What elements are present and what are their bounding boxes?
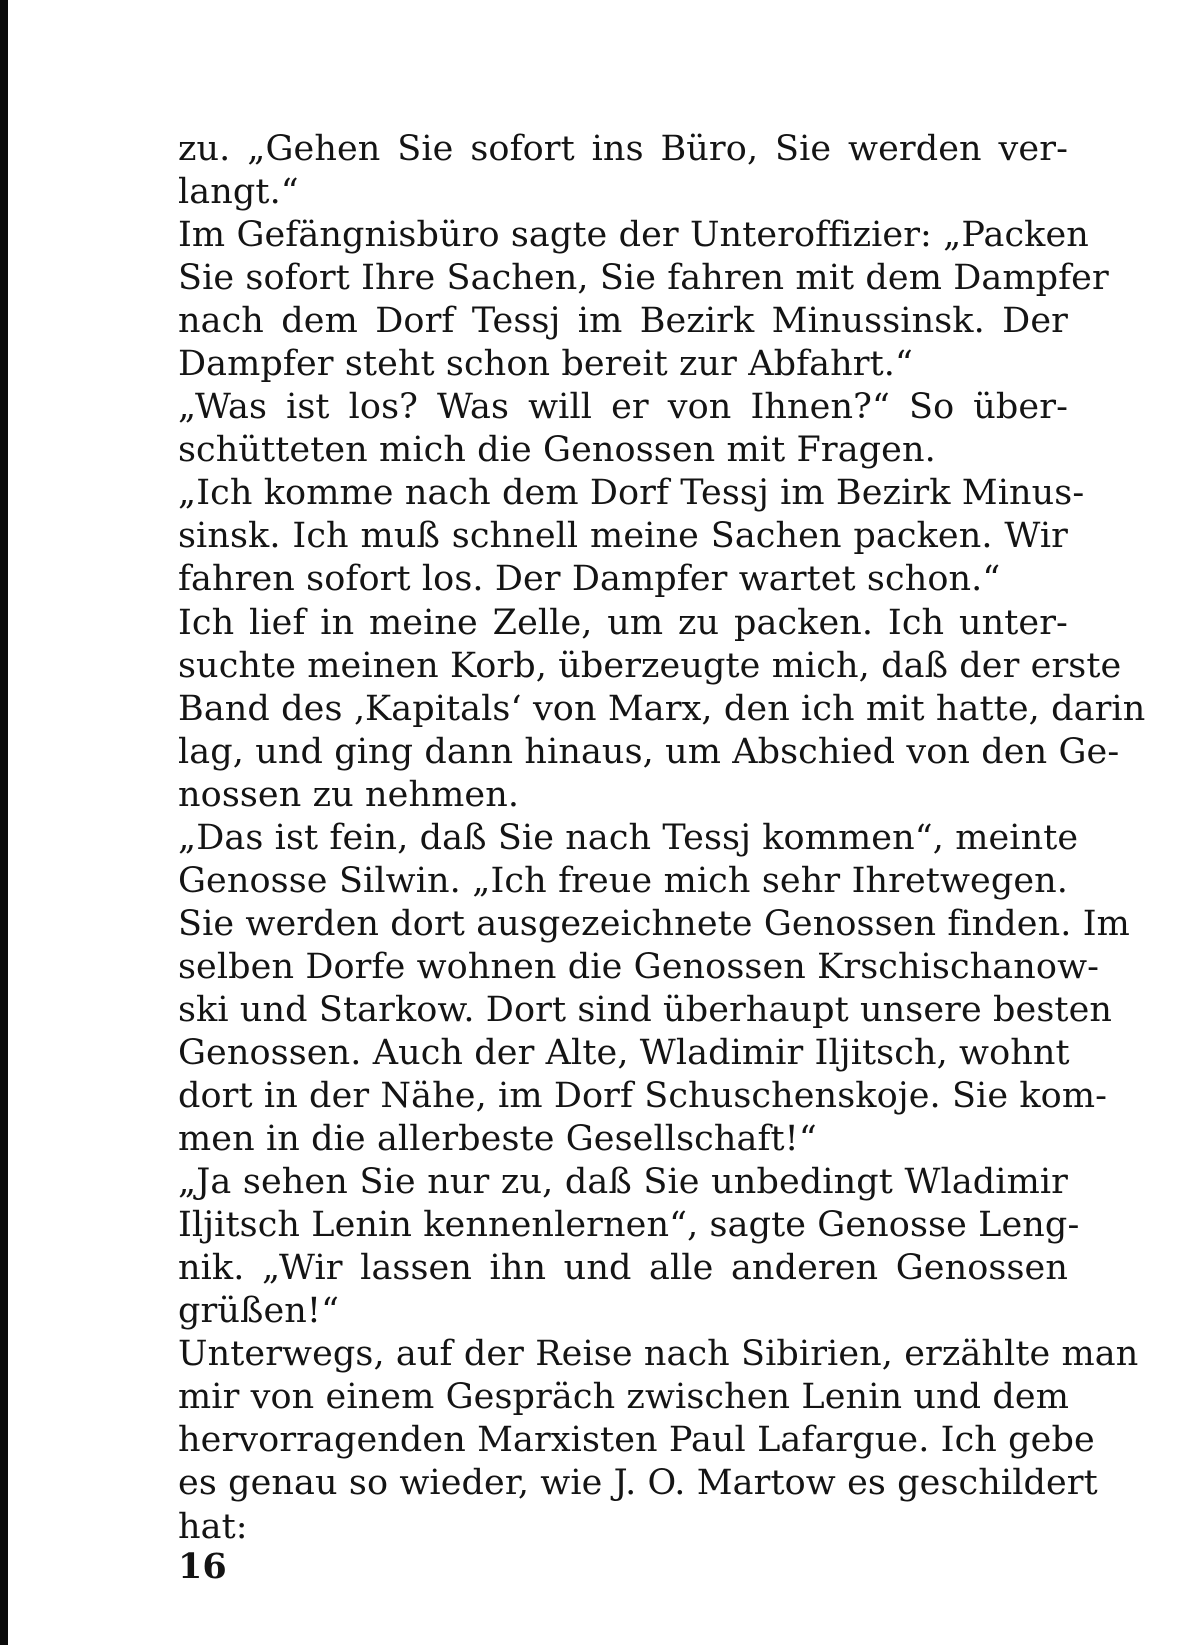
- text-line: „Was ist los? Was will er von Ihnen?“ So über-: [178, 387, 1068, 428]
- text-line: Iljitsch Lenin kennenlernen“, sagte Genosse Leng-: [178, 1205, 1080, 1246]
- text-line: fahren sofort los. Der Dampfer wartet schon.“: [178, 559, 1001, 600]
- text-line: zu. „Gehen Sie sofort ins Büro, Sie werden ver-: [178, 129, 1068, 169]
- text-line: langt.“: [178, 172, 299, 213]
- text-line: schütteten mich die Genossen mit Fragen.: [178, 430, 936, 471]
- text-line: hat:: [178, 1506, 248, 1547]
- text-line: hervorragenden Marxisten Paul Lafargue. Ich gebe: [178, 1420, 1095, 1461]
- body-text: [178, 128, 1146, 1549]
- text-line: Ich lief in meine Zelle, um zu packen. Ich unter-: [178, 602, 1068, 643]
- text-line: grüßen!“: [178, 1291, 340, 1332]
- text-line: sinsk. Ich muß schnell meine Sachen packen. Wir: [178, 516, 1068, 557]
- text-line: dort in der Nähe, im Dorf Schuschenskoje. Sie kom-: [178, 1076, 1108, 1117]
- text-line: Im Gefängnisbüro sagte der Unteroffizier: „Packen: [178, 215, 1089, 256]
- text-line: Dampfer steht schon bereit zur Abfahrt.“: [178, 344, 914, 385]
- text-line: Sie sofort Ihre Sachen, Sie fahren mit dem Dampfer: [178, 258, 1109, 299]
- text-line: es genau so wieder, wie J. O. Martow es geschildert: [178, 1463, 1098, 1504]
- text-line: Unterwegs, auf der Reise nach Sibirien, erzählte man: [178, 1334, 1139, 1375]
- page-edge: [0, 0, 8, 1645]
- text-line: Genossen. Auch der Alte, Wladimir Iljitsch, wohnt: [178, 1032, 1070, 1073]
- text-line: „Ich komme nach dem Dorf Tessj im Bezirk Minus-: [178, 473, 1085, 514]
- text-line: nossen zu nehmen.: [178, 774, 520, 815]
- text-line: „Das ist fein, daß Sie nach Tessj kommen“, meinte: [178, 817, 1079, 858]
- text-line: lag, und ging dann hinaus, um Abschied von den Ge-: [178, 731, 1120, 772]
- text-line: Genosse Silwin. „Ich freue mich sehr Ihretwegen.: [178, 860, 1068, 901]
- page-number: 16: [178, 1546, 227, 1587]
- text-line: men in die allerbeste Gesellschaft!“: [178, 1119, 817, 1160]
- text-line: suchte meinen Korb, überzeugte mich, daß der erste: [178, 645, 1122, 686]
- text-line: mir von einem Gespräch zwischen Lenin und dem: [178, 1377, 1069, 1418]
- text-line: „Ja sehen Sie nur zu, daß Sie unbedingt Wladimir: [178, 1162, 1068, 1203]
- text-line: ski und Starkow. Dort sind überhaupt unsere besten: [178, 989, 1113, 1030]
- text-line: Band des ‚Kapitals‘ von Marx, den ich mit hatte, darin: [178, 688, 1146, 729]
- text-line: Sie werden dort ausgezeichnete Genossen finden. Im: [178, 903, 1130, 944]
- text-line: selben Dorfe wohnen die Genossen Krschischanow-: [178, 946, 1100, 987]
- text-line: nach dem Dorf Tessj im Bezirk Minussinsk. Der: [178, 301, 1068, 342]
- text-line: nik. „Wir lassen ihn und alle anderen Genossen: [178, 1248, 1068, 1289]
